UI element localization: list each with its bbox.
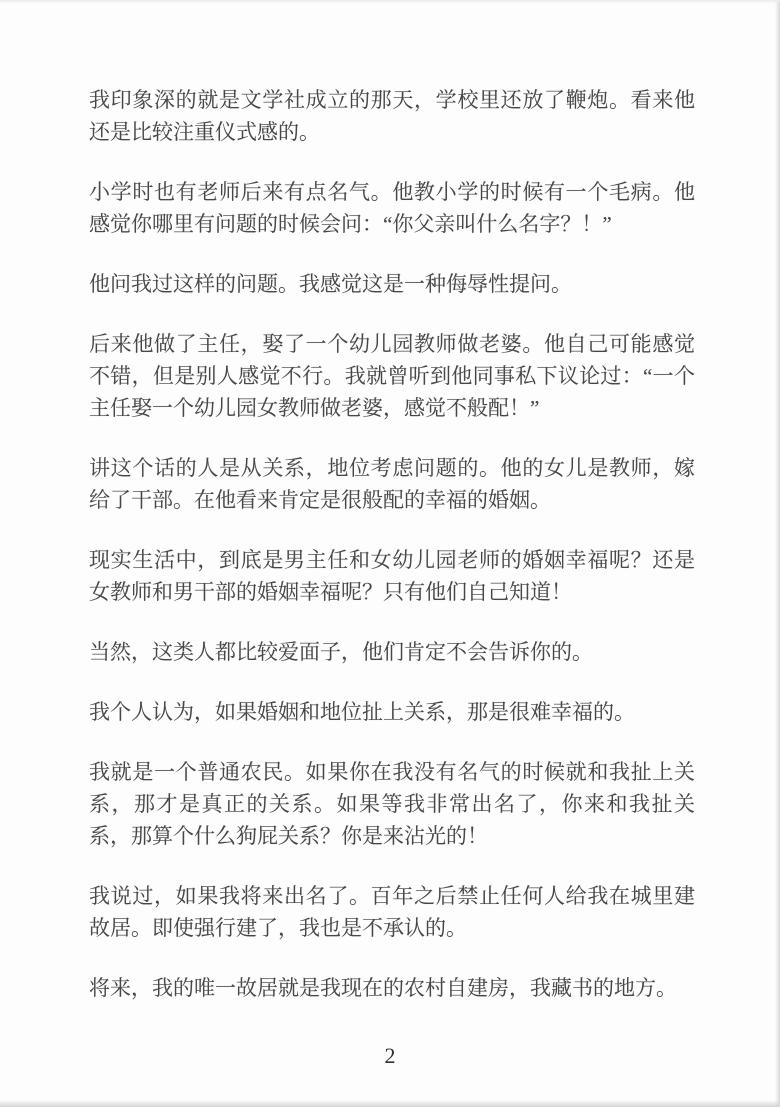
paragraph: 讲这个话的人是从关系，地位考虑问题的。他的女儿是教师，嫁给了干部。在他看来肯定是很般配的幸福的婚姻。 bbox=[89, 456, 695, 512]
scan-edge-top bbox=[0, 0, 780, 4]
paragraph: 将来，我的唯一故居就是我现在的农村自建房，我藏书的地方。 bbox=[89, 976, 677, 1000]
paragraph: 我印象深的就是文学社成立的那天，学校里还放了鞭炮。看来他还是比较注重仪式感的。 bbox=[89, 88, 695, 144]
paragraph: 我就是一个普通农民。如果你在我没有名气的时候就和我扯上关系，那才是真正的关系。如果等我非常出名了，你来和我扯关系，那算个什么狗屁关系？你是来沾光的！ bbox=[89, 760, 695, 848]
document-text-column bbox=[89, 84, 695, 1004]
paragraph: 后来他做了主任，娶了一个幼儿园教师做老婆。他自己可能感觉不错，但是别人感觉不行。我就曾听到他同事私下议论过：“一个主任娶一个幼儿园女教师做老婆，感觉不般配！” bbox=[89, 332, 695, 420]
paragraph: 我说过，如果我将来出名了。百年之后禁止任何人给我在城里建故居。即使强行建了，我也是不承认的。 bbox=[89, 884, 695, 940]
page-number: 2 bbox=[384, 1043, 396, 1068]
paragraph: 我个人认为，如果婚姻和地位扯上关系，那是很难幸福的。 bbox=[89, 700, 635, 724]
paragraph: 小学时也有老师后来有点名气。他教小学的时候有一个毛病。他感觉你哪里有问题的时候会问：“你父亲叫什么名字？！” bbox=[89, 180, 695, 236]
paragraph: 当然，这类人都比较爱面子，他们肯定不会告诉你的。 bbox=[89, 640, 593, 664]
paragraph: 现实生活中，到底是男主任和女幼儿园老师的婚姻幸福呢？还是女教师和男干部的婚姻幸福呢？只有他们自己知道！ bbox=[89, 548, 695, 604]
paragraph: 他问我过这样的问题。我感觉这是一种侮辱性提问。 bbox=[89, 272, 572, 296]
